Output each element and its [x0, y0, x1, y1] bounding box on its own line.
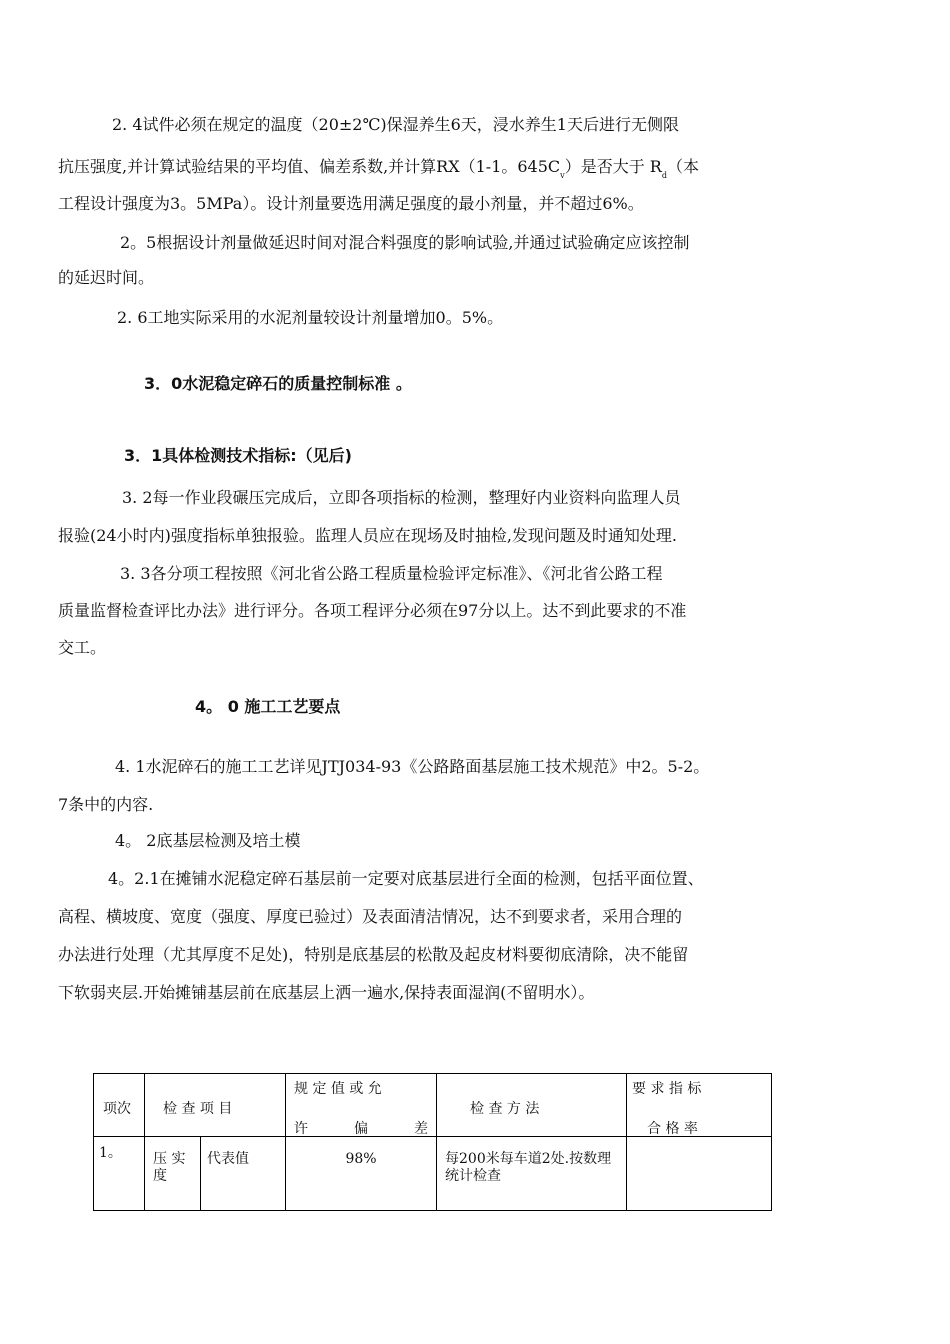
paragraph-4-1-line-1: 4. 1水泥碎石的施工工艺详见JTJ034-93《公路路面基层施工技术规范》中2。5-2。	[115, 757, 710, 776]
header-cell-spec	[286, 1074, 437, 1137]
paragraph-3-2-line-1: 3. 2每一作业段碾压完成后，立即各项指标的检测，整理好内业资料向监理人员	[122, 488, 681, 507]
subscript-d: d	[661, 171, 667, 180]
header-method-label: 检 查 方 法	[470, 1101, 540, 1117]
paragraph-4-2-1-line-3: 办法进行处理（尤其厚度不足处)，特别是底基层的松散及起皮材料要彻底清除，决不能留	[58, 945, 689, 964]
paragraph-2-4-line-2	[58, 157, 699, 186]
cell-spec-text: 98%	[345, 1151, 377, 1167]
cell-item	[145, 1137, 201, 1211]
heading-3-0: 3．0水泥稳定碎石的质量控制标准 。	[144, 374, 412, 393]
cell-spec	[286, 1137, 437, 1211]
cell-no	[94, 1137, 145, 1211]
header-cell-no	[94, 1074, 145, 1137]
inspection-table	[93, 1073, 772, 1211]
paragraph-2-5-line-2: 的延迟时间。	[58, 268, 155, 287]
cell-sub-item	[201, 1137, 286, 1211]
header-spec-line-2-c: 差	[414, 1121, 428, 1137]
header-no-label: 项次	[103, 1101, 131, 1117]
paragraph-2-4-line-3: 工程设计强度为3。5MPa）。设计剂量要选用满足强度的最小剂量，并不超过6%。	[58, 194, 644, 213]
text-fragment: ）是否大于 R	[564, 157, 662, 176]
header-spec-line-2-b: 偏	[354, 1121, 368, 1137]
header-requirement-line-1: 要 求 指 标	[632, 1081, 702, 1097]
cell-rate-text	[627, 1137, 771, 1153]
table-row	[94, 1137, 772, 1211]
cell-sub-item-text: 代表值	[207, 1151, 249, 1167]
header-cell-requirement	[627, 1074, 772, 1137]
paragraph-2-5-line-1: 2。5根据设计剂量做延迟时间对混合料强度的影响试验,并通过试验确定应该控制	[120, 233, 690, 252]
text-fragment: 抗压强度,并计算试验结果的平均值、偏差系数,并计算RX（1-1。645C	[58, 157, 561, 176]
paragraph-2-4-line-1: 2. 4试件必须在规定的温度（20±2℃)保湿养生6天，浸水养生1天后进行无侧限	[112, 115, 679, 134]
paragraph-4-1-line-2: 7条中的内容.	[58, 795, 154, 814]
cell-method-text: 每200米每车道2处.按数理统计检查	[445, 1151, 612, 1184]
header-spec-line-1: 规 定 值 或 允	[294, 1081, 382, 1097]
cell-rate	[627, 1137, 772, 1211]
header-requirement-line-2: 合 格 率	[647, 1121, 698, 1137]
cell-item-text: 压 实 度	[153, 1151, 186, 1184]
paragraph-4-2: 4。 2底基层检测及培土模	[115, 831, 301, 850]
header-cell-item	[145, 1074, 286, 1137]
paragraph-4-2-1-line-1: 4。2.1在摊铺水泥稳定碎石基层前一定要对底基层进行全面的检测，包括平面位置、	[108, 869, 704, 888]
header-item-label: 检 查 项 目	[163, 1101, 233, 1117]
paragraph-3-2-line-2: 报验(24小时内)强度指标单独报验。监理人员应在现场及时抽检,发现问题及时通知处理.	[58, 526, 678, 545]
paragraph-4-2-1-line-4: 下软弱夹层.开始摊铺基层前在底基层上洒一遍水,保持表面湿润(不留明水）。	[58, 983, 595, 1002]
paragraph-2-6: 2. 6工地实际采用的水泥剂量较设计剂量增加0。5%。	[117, 308, 504, 327]
text-fragment: （本	[666, 157, 699, 176]
paragraph-3-3-line-3: 交工。	[58, 638, 107, 657]
heading-3-1: 3．1具体检测技术指标:（见后)	[124, 446, 352, 465]
cell-method	[437, 1137, 627, 1211]
header-spec-line-2-a: 许	[294, 1121, 308, 1137]
paragraph-3-3-line-1: 3. 3各分项工程按照《河北省公路工程质量检验评定标准》、《河北省公路工程	[120, 564, 663, 583]
subscript-v: v	[560, 171, 565, 180]
paragraph-4-2-1-line-2: 高程、横坡度、宽度（强度、厚度已验过）及表面清洁情况，达不到要求者，采用合理的	[58, 907, 683, 926]
paragraph-3-3-line-2: 质量监督检查评比办法》进行评分。各项工程评分必须在97分以上。达不到此要求的不准	[58, 601, 687, 620]
header-cell-method	[437, 1074, 627, 1137]
cell-no-text: 1。	[99, 1145, 122, 1161]
heading-4-0: 4。 0 施工工艺要点	[195, 697, 341, 716]
table-header-row	[94, 1074, 772, 1137]
